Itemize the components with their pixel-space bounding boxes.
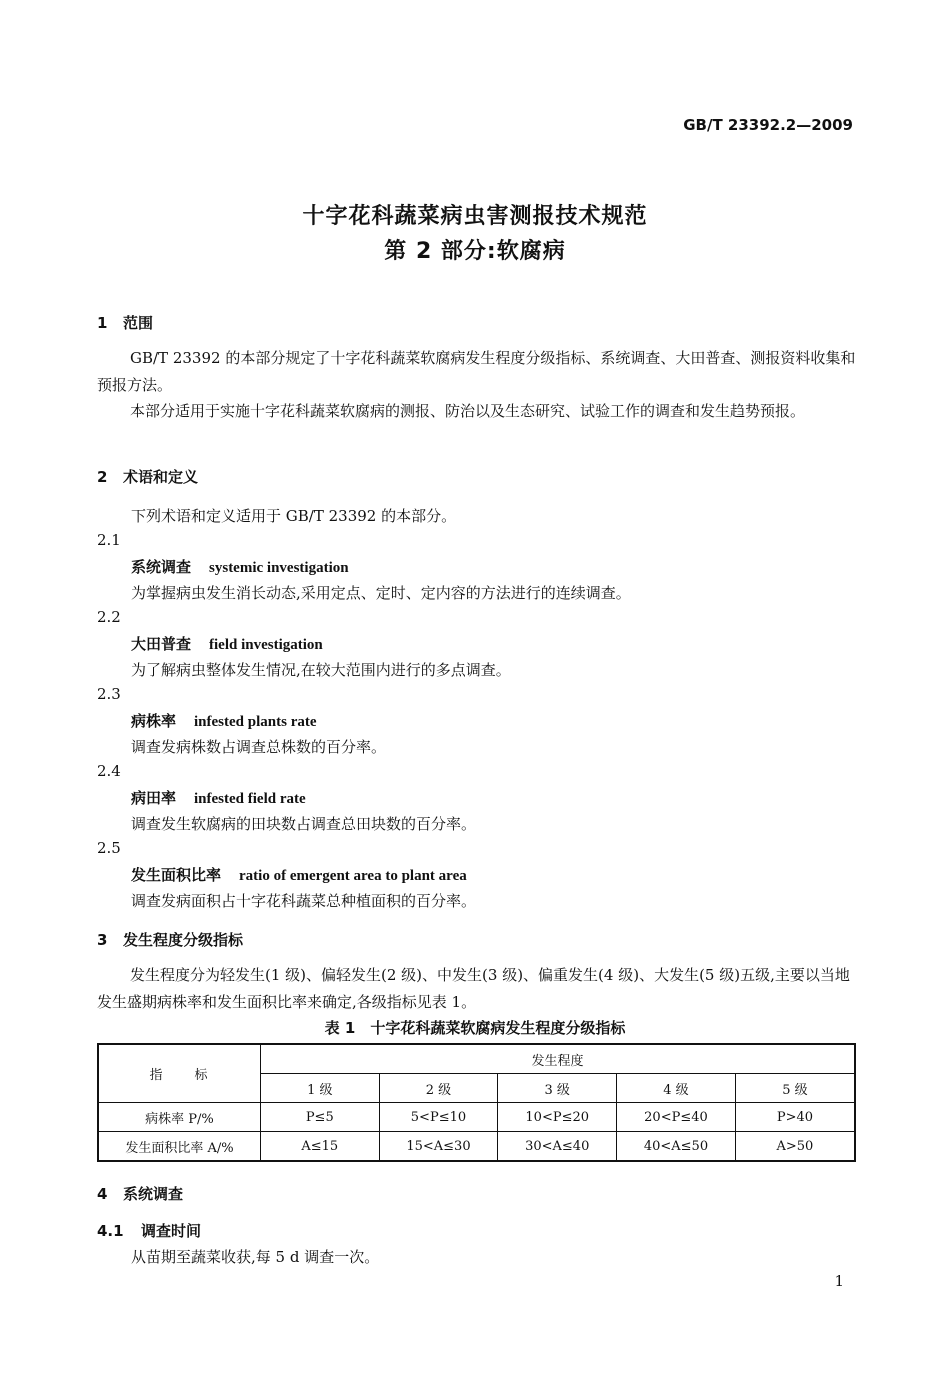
term-number: 2.2: [97, 608, 121, 626]
section-4-heading: [97, 1183, 183, 1204]
section-1-paragraph-1: GB/T 23392 的本部分规定了十字花科蔬菜软腐病发生程度分级指标、系统调查、大田普查、测报资料收集和预报方法。: [97, 349, 856, 394]
subsection-title: 调查时间: [141, 1222, 202, 1240]
table-header-row: [98, 1044, 855, 1074]
section-2-heading: [97, 466, 198, 487]
term-number: 2.1: [97, 531, 121, 549]
section-number: 1: [97, 314, 108, 332]
page-number: 1: [834, 1272, 844, 1290]
table-cell: P≤5: [260, 1103, 379, 1132]
level-2: 2 级: [379, 1074, 498, 1103]
term-heading: [131, 633, 323, 654]
term-heading: [131, 864, 467, 885]
section-1-heading: [97, 312, 153, 333]
section-title: 范围: [123, 314, 154, 332]
term-en: infested plants rate: [194, 714, 317, 730]
row-label: 发生面积比率 A/%: [98, 1132, 260, 1162]
subsection-number: 4.1: [97, 1222, 124, 1240]
section-title: 系统调查: [123, 1185, 184, 1203]
level-3: 3 级: [498, 1074, 617, 1103]
term-en: systemic investigation: [209, 560, 349, 576]
term-definition: 调查发病面积占十字花科蔬菜总种植面积的百分率。: [131, 892, 477, 910]
table-row: [98, 1132, 855, 1162]
term-number: 2.4: [97, 762, 121, 780]
table-cell: 20<P≤40: [617, 1103, 736, 1132]
term-heading: [131, 710, 317, 731]
table-caption: 表 1 十字花科蔬菜软腐病发生程度分级指标: [324, 1019, 626, 1037]
standard-number: GB/T 23392.2—2009: [683, 116, 853, 134]
term-cn: 病田率: [131, 789, 177, 807]
section-number: 4: [97, 1185, 108, 1203]
table-cell: 15<A≤30: [379, 1132, 498, 1162]
table-row: [98, 1103, 855, 1132]
term-cn: 病株率: [131, 712, 177, 730]
table-cell: P>40: [735, 1103, 855, 1132]
section-1-paragraph-2: 本部分适用于实施十字花科蔬菜软腐病的测报、防治以及生态研究、试验工作的调查和发生趋势预报。: [130, 402, 806, 420]
document-subtitle: 第 2 部分:软腐病: [384, 239, 566, 264]
section-number: 3: [97, 931, 108, 949]
term-en: ratio of emergent area to plant area: [239, 868, 467, 884]
term-definition: 调查发病株数占调查总株数的百分率。: [131, 738, 387, 756]
section-4-1-heading: [97, 1220, 201, 1241]
level-4: 4 级: [617, 1074, 736, 1103]
row-label: 病株率 P/%: [98, 1103, 260, 1132]
term-en: field investigation: [209, 637, 323, 653]
table-cell: 40<A≤50: [617, 1132, 736, 1162]
section-3-heading: [97, 929, 243, 950]
document-title: 十字花科蔬菜病虫害测报技术规范: [302, 204, 648, 229]
term-definition: 为了解病虫整体发生情况,在较大范围内进行的多点调查。: [131, 661, 511, 679]
section-title: 发生程度分级指标: [123, 931, 244, 949]
table-cell: 5<P≤10: [379, 1103, 498, 1132]
term-cn: 系统调查: [131, 558, 192, 576]
grade-table: [97, 1043, 856, 1162]
section-number: 2: [97, 468, 108, 486]
table-cell: 30<A≤40: [498, 1132, 617, 1162]
header-indicator-label: 指 标: [149, 1068, 210, 1083]
section-3-paragraph: 发生程度分为轻发生(1 级)、偏轻发生(2 级)、中发生(3 级)、偏重发生(4 级)、大发生(5 级)五级,主要以当地发生盛期病株率和发生面积比率来确定,各级指标见表 1。: [97, 966, 850, 1011]
term-heading: [131, 556, 349, 577]
table-cell: A>50: [735, 1132, 855, 1162]
level-5: 5 级: [735, 1074, 855, 1103]
term-cn: 大田普查: [131, 635, 192, 653]
section-title: 术语和定义: [123, 468, 199, 486]
level-1: 1 级: [260, 1074, 379, 1103]
table-cell: 10<P≤20: [498, 1103, 617, 1132]
term-definition: 调查发生软腐病的田块数占调查总田块数的百分率。: [131, 815, 477, 833]
term-en: infested field rate: [194, 791, 306, 807]
term-cn: 发生面积比率: [131, 866, 222, 884]
table-cell: A≤15: [260, 1132, 379, 1162]
section-2-intro: 下列术语和定义适用于 GB/T 23392 的本部分。: [131, 507, 457, 525]
section-4-1-paragraph: 从苗期至蔬菜收获,每 5 d 调查一次。: [131, 1248, 380, 1266]
term-number: 2.3: [97, 685, 121, 703]
term-definition: 为掌握病虫发生消长动态,采用定点、定时、定内容的方法进行的连续调查。: [131, 584, 631, 602]
header-degree: 发生程度: [260, 1044, 855, 1074]
header-indicator: [98, 1044, 260, 1103]
term-number: 2.5: [97, 839, 121, 857]
term-heading: [131, 787, 306, 808]
